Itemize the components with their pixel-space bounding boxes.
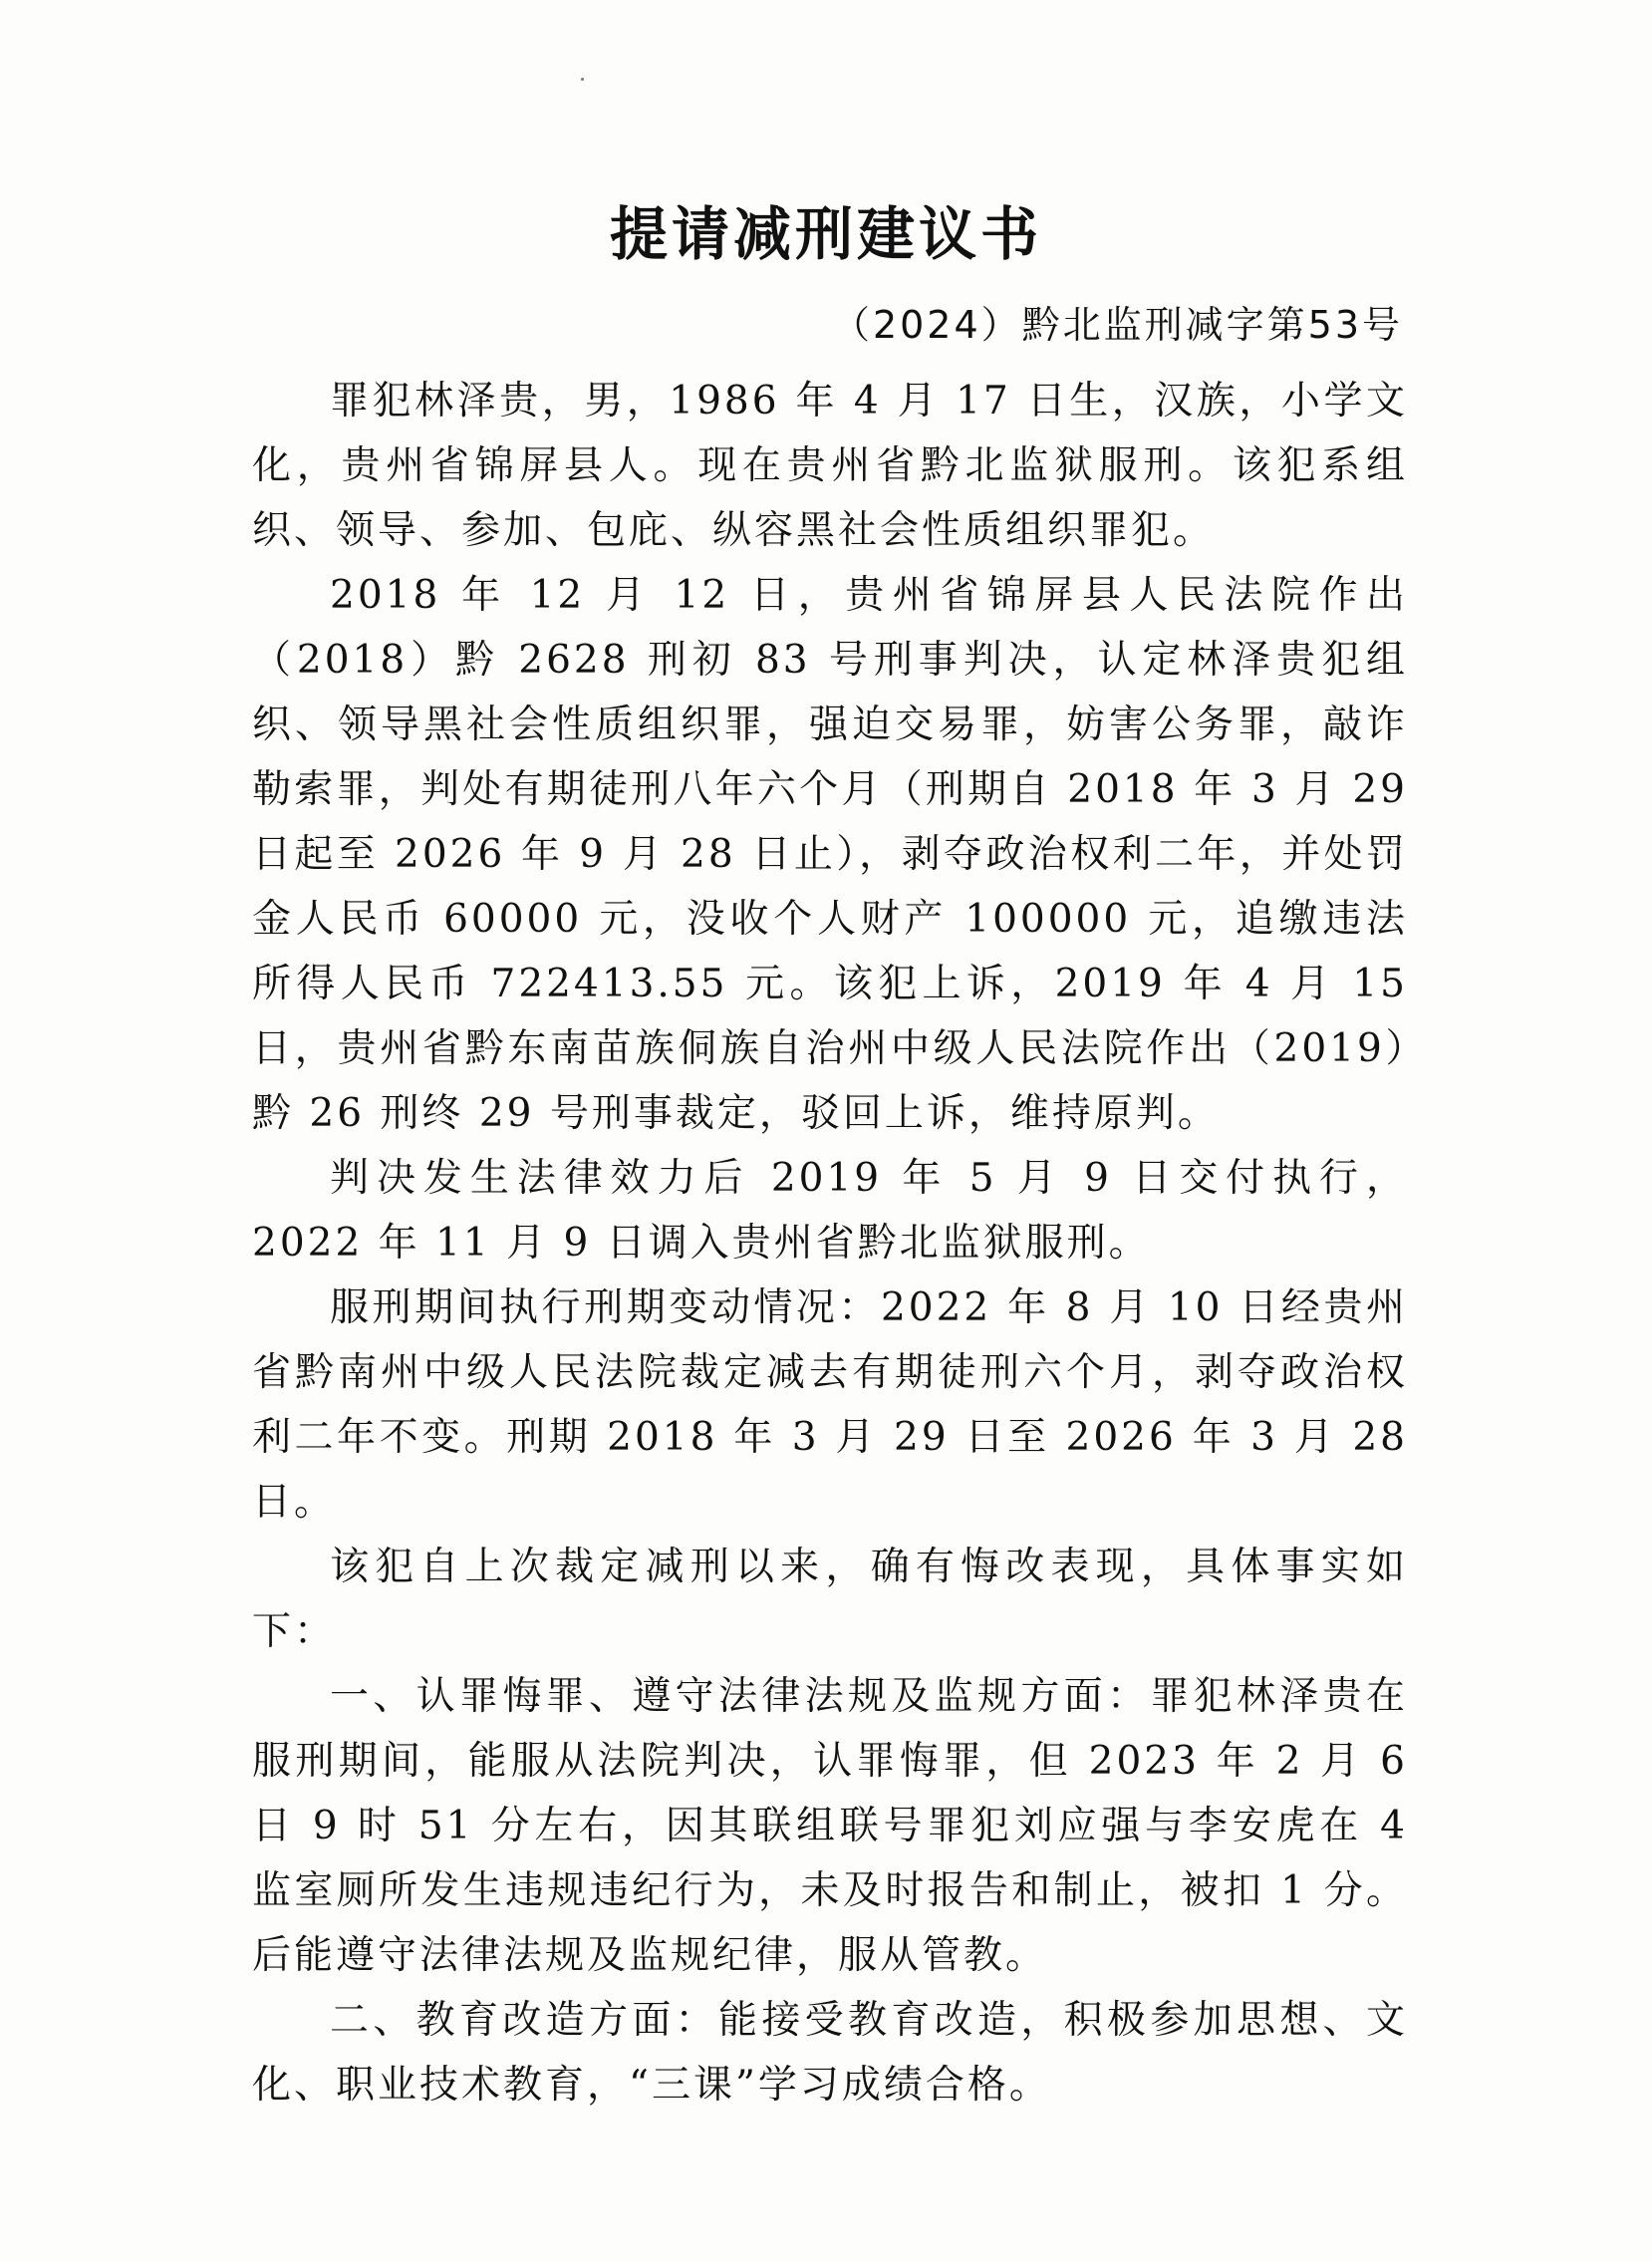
scan-speck xyxy=(581,78,584,81)
paragraph-education: 二、教育改造方面：能接受教育改造，积极参加思想、文化、职业技术教育，“三课”学习成绩合格。 xyxy=(252,1998,1408,2108)
paragraph-law-compliance: 一、认罪悔罪、遵守法律法规及监规方面：罪犯林泽贵在服刑期间，能服从法院判决，认罪悔罪，但 2023 年 2 月 6 日 9 时 51 分左右，因其联组联号罪犯刘应强与李安虎在 4 监室厕所发生违规违纪行为，未及时报告和制止，被扣 1 分。后能遵守法律法规及监规纪律，服从管教。 xyxy=(252,1674,1408,1978)
paragraph-criminal-info: 罪犯林泽贵，男，1986 年 4 月 17 日生，汉族，小学文化，贵州省锦屏县人。现在贵州省黔北监狱服刑。该犯系组织、领导、参加、包庇、纵容黑社会性质组织罪犯。 xyxy=(252,379,1408,553)
paragraph-judgment: 2018 年 12 月 12 日，贵州省锦屏县人民法院作出（2018）黔 2628 刑初 83 号刑事判决，认定林泽贵犯组织、领导黑社会性质组织罪，强迫交易罪，妨害公务罪，敲诈勒索罪，判处有期徒刑八年六个月（刑期自 2018 年 3 月 29 日起至 2026 年 9 月 28 日止），剥夺政治权利二年，并处罚金人民币 60000 元，没收个人财产 100000 元，追缴违法所得人民币 722413.55 元。该犯上诉，2019 年 4 月 15 日，贵州省黔东南苗族侗族自治州中级人民法院作出（2019）黔 26 刑终 29 号刑事裁定，驳回上诉，维持原判。 xyxy=(252,573,1408,1136)
paragraph-repentance-intro: 该犯自上次裁定减刑以来，确有悔改表现，具体事实如下： xyxy=(252,1545,1408,1654)
document-title: 提请减刑建议书 xyxy=(609,200,1042,268)
paragraph-sentence-change: 服刑期间执行刑期变动情况：2022 年 8 月 10 日经贵州省黔南州中级人民法院裁定减去有期徒刑六个月，剥夺政治权利二年不变。刑期 2018 年 3 月 29 日至 2026 年 3 月 28 日。 xyxy=(252,1285,1408,1525)
paragraph-execution: 判决发生法律效力后 2019 年 5 月 9 日交付执行，2022 年 11 月 9 日调入贵州省黔北监狱服刑。 xyxy=(252,1156,1408,1266)
document-body xyxy=(252,369,1408,2118)
document-number: （2024）黔北监刑减字第53号 xyxy=(831,303,1403,347)
